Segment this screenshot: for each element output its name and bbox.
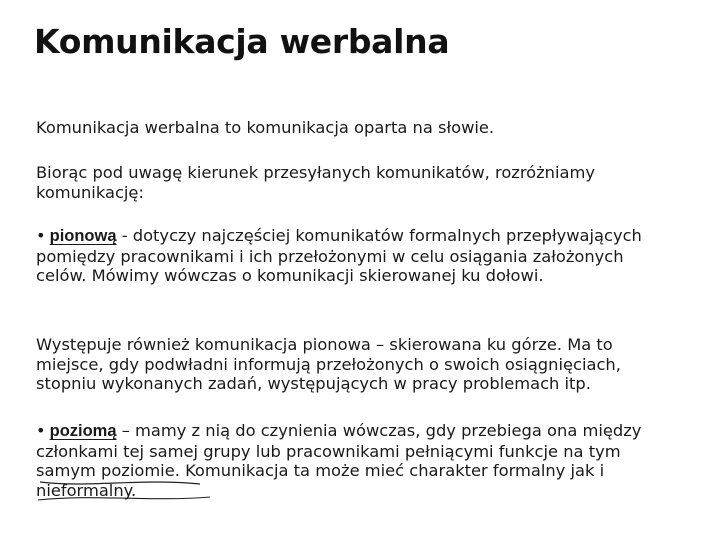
lead-paragraph: Biorąc pod uwagę kierunek przesyłanych komunikatów, rozróżniamy komunikację: <box>36 163 595 202</box>
term-horizontal: poziomą <box>49 422 117 440</box>
horizontal-communication-paragraph <box>36 421 676 500</box>
bullet-icon: • <box>36 421 46 440</box>
vertical-communication-paragraph <box>36 226 676 286</box>
upward-communication-paragraph: Występuje również komunikacja pionowa – skierowana ku górze. Ma to miejsce, gdy podwładni informują przełożonych o swoich osiągnięciach, stopniu wykonanych zadań, występujących w pracy problemach itp. <box>36 335 621 394</box>
bullet-icon: • <box>36 226 46 245</box>
term-vertical: pionową <box>49 227 117 245</box>
vertical-description: - dotyczy najczęściej komunikatów formalnych przepływających pomiędzy pracownikami i ich przełożonymi w celu osiągania założonych celów. Mówimy wówczas o komunikacji skierowanej ku dołowi. <box>36 226 642 286</box>
intro-paragraph: Komunikacja werbalna to komunikacja oparta na słowie. <box>36 118 495 137</box>
horizontal-description: – mamy z nią do czynienia wówczas, gdy przebiega ona między członkami tej samej grupy lub pracownikami pełniącymi funkcje na tym samym poziomie. Komunikacja ta może mieć charakter formalny jak i nieformalny. <box>36 421 642 500</box>
slide-title: Komunikacja werbalna <box>34 22 450 61</box>
